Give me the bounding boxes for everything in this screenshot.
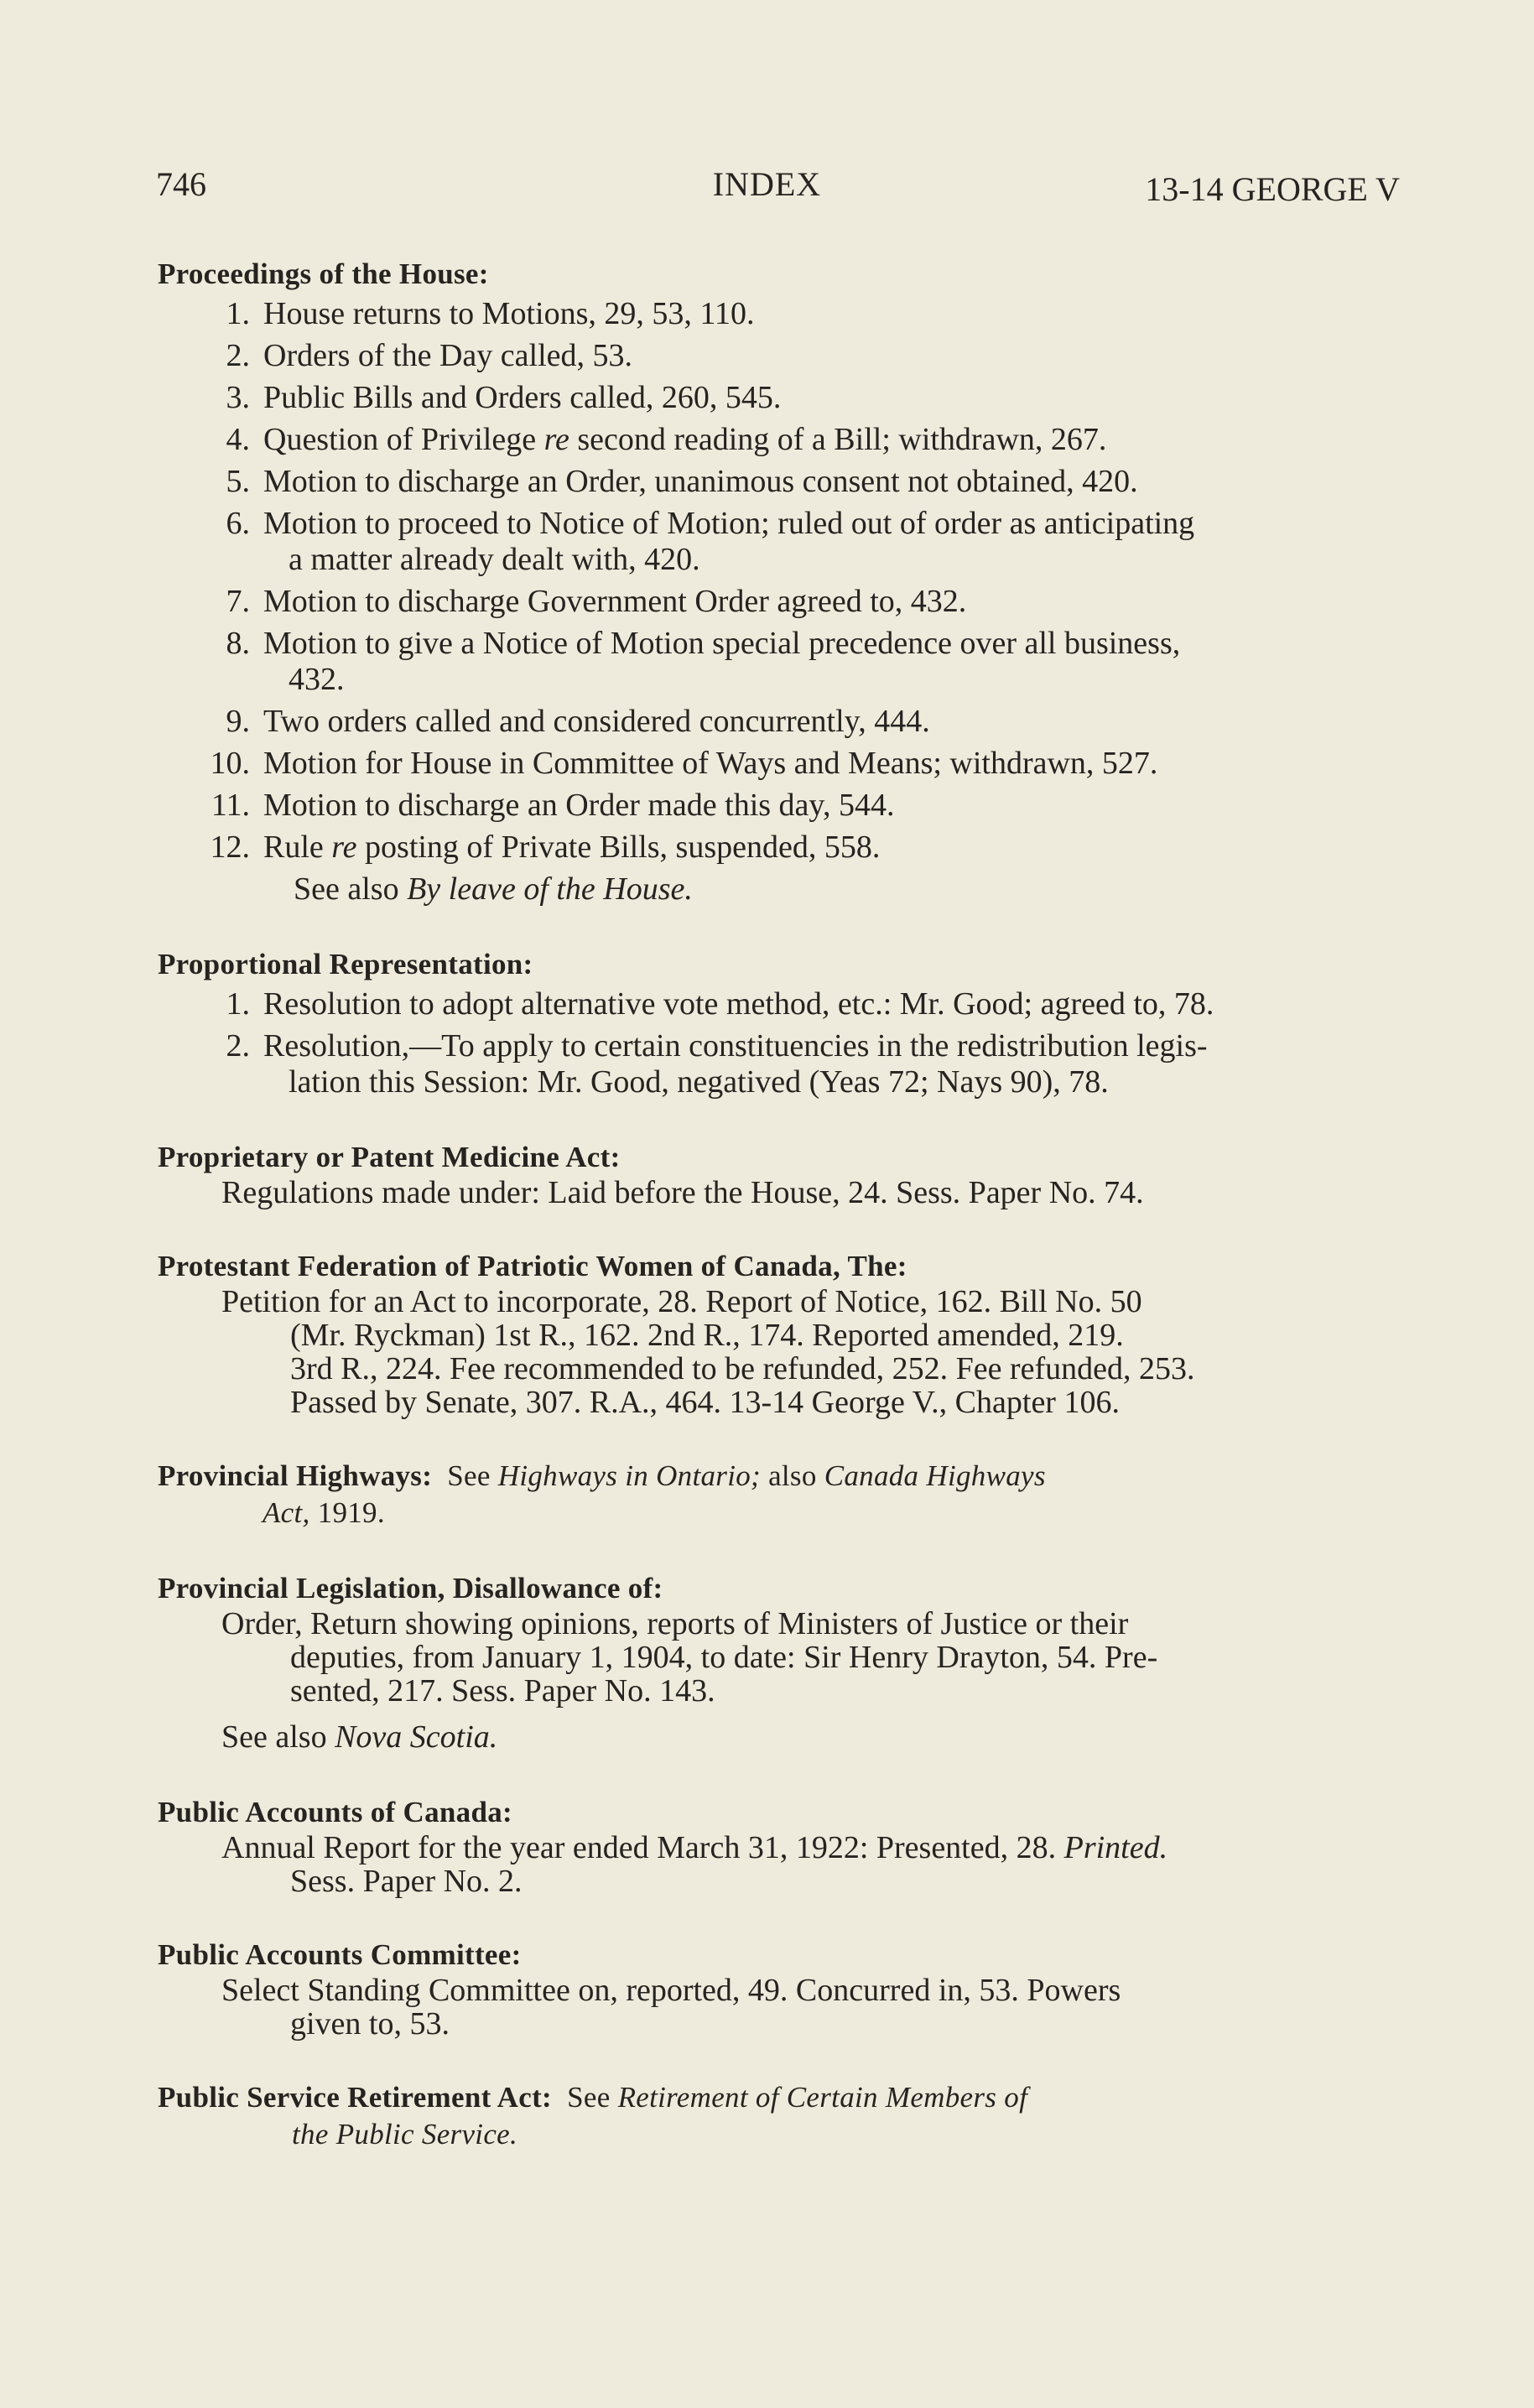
item-line-continued: lation this Session: Mr. Good, negatived (Yeas 72; Nays 90), 78. — [289, 1064, 1109, 1100]
entry-line: Annual Report for the year ended March 31, 1922: Presented, 28. — [221, 1830, 1057, 1865]
list-item — [158, 788, 1391, 824]
entry-heading: Public Accounts of Canada: — [158, 1796, 512, 1828]
item-text — [263, 506, 1391, 578]
entry-list — [158, 296, 1391, 866]
see-reference: Highways in Ontario; — [497, 1459, 762, 1492]
see-also — [158, 1719, 1391, 1755]
entry-line-continued — [158, 1495, 1391, 1532]
entry-line-continued — [158, 2116, 1391, 2153]
item-number: 11. — [211, 788, 250, 823]
item-number: 10. — [210, 746, 250, 781]
reign-label: 13-14 GEORGE V — [1145, 170, 1400, 208]
entry-protestant-federation — [158, 1248, 1391, 1419]
item-text — [263, 1028, 1391, 1100]
entry-line-continued: given to, 53. — [290, 2006, 450, 2041]
entry-heading: Provincial Legislation, Disallowance of: — [158, 1572, 663, 1604]
item-text: Two orders called and considered concurrently, 444. — [263, 704, 930, 739]
item-number: 7. — [226, 584, 250, 619]
entry-heading: Proprietary or Patent Medicine Act: — [158, 1141, 621, 1173]
entry-line: Petition for an Act to incorporate, 28. Report of Notice, 162. Bill No. 50 — [221, 1284, 1142, 1319]
entry-heading — [158, 2079, 1391, 2153]
see-prefix: See — [567, 2081, 618, 2114]
entry-heading: Proceedings of the House: — [158, 257, 489, 290]
item-text: Motion to discharge an Order made this day, 544. — [263, 788, 895, 823]
entry-line-continued: Sess. Paper No. 2. — [290, 1864, 523, 1899]
item-number: 6. — [226, 506, 250, 541]
see-also — [158, 871, 1391, 908]
item-line: Resolution,—To apply to certain constituencies in the redistribution legis- — [263, 1028, 1208, 1064]
entry-public-accounts — [158, 1794, 1391, 1898]
list-item — [158, 626, 1391, 698]
entry-proportional-representation — [158, 946, 1391, 1100]
entry-line-continued: sented, 217. Sess. Paper No. 143. — [290, 1673, 715, 1708]
entry-line-continued: (Mr. Ryckman) 1st R., 162. 2nd R., 174. Reported amended, 219. — [290, 1318, 1124, 1353]
entry-proceedings — [158, 256, 1391, 908]
entry-text — [158, 1285, 1391, 1419]
list-item — [158, 704, 1391, 740]
item-text: Motion to discharge Government Order agreed to, 432. — [263, 584, 967, 619]
list-item — [158, 464, 1391, 500]
entry-provincial-legislation — [158, 1570, 1391, 1755]
item-text: Orders of the Day called, 53. — [263, 338, 633, 373]
page-title: INDEX — [712, 165, 822, 203]
list-item — [158, 506, 1391, 578]
list-item — [158, 830, 1391, 866]
item-number: 8. — [226, 626, 250, 661]
item-number: 3. — [226, 380, 250, 415]
entry-line-continued: deputies, from January 1, 1904, to date: Sir Henry Drayton, 54. Pre- — [290, 1640, 1158, 1675]
item-line: Motion to proceed to Notice of Motion; ruled out of order as anticipating — [263, 506, 1195, 541]
entry-text — [158, 1607, 1391, 1708]
list-item — [158, 422, 1391, 458]
item-text-italic: re — [543, 422, 569, 457]
see-also-reference: By leave of the House. — [407, 871, 693, 907]
item-text-italic: re — [331, 830, 357, 865]
index-content — [158, 256, 1391, 2192]
entry-text — [158, 1974, 1391, 2041]
entry-heading: Public Accounts Committee: — [158, 1938, 522, 1971]
item-number: 12. — [210, 830, 250, 865]
item-text-start: Rule — [263, 830, 332, 865]
entry-list — [158, 986, 1391, 1100]
see-reference: the Public Service. — [292, 2118, 518, 2151]
see-also-prefix: See also — [294, 871, 408, 907]
entry-proprietary-medicine — [158, 1139, 1391, 1209]
entry-heading: Protestant Federation of Patriotic Women of Canada, The: — [158, 1250, 907, 1282]
item-number: 2. — [226, 1028, 250, 1064]
list-item — [158, 338, 1391, 374]
item-text — [263, 830, 1391, 866]
entry-provincial-highways — [158, 1458, 1391, 1532]
item-number: 5. — [226, 464, 250, 499]
entry-text: Regulations made under: Laid before the House, 24. Sess. Paper No. 74. — [221, 1175, 1144, 1210]
item-line-continued: 432. — [289, 662, 345, 697]
item-number: 9. — [226, 704, 250, 739]
item-text-end: posting of Private Bills, suspended, 558. — [356, 830, 881, 865]
item-number: 4. — [226, 422, 250, 457]
item-number: 1. — [226, 986, 250, 1022]
entry-heading-label: Public Service Retirement Act: — [158, 2081, 552, 2114]
entry-heading-label: Provincial Highways: — [158, 1459, 433, 1492]
item-text: House returns to Motions, 29, 53, 110. — [263, 296, 755, 331]
list-item — [158, 296, 1391, 332]
item-text — [263, 626, 1391, 698]
see-also-reference: Nova Scotia. — [335, 1719, 498, 1755]
see-also-prefix: See also — [221, 1719, 335, 1755]
entry-text — [158, 1831, 1391, 1898]
item-text — [263, 422, 1391, 458]
see-reference: Act, — [263, 1496, 310, 1529]
item-text: Motion for House in Committee of Ways and Means; withdrawn, 527. — [263, 746, 1158, 781]
list-item — [158, 986, 1391, 1022]
entry-line: Select Standing Committee on, reported, 49. Concurred in, 53. Powers — [221, 1973, 1121, 2008]
entry-heading — [158, 1458, 1391, 1532]
item-line-continued: a matter already dealt with, 420. — [289, 542, 700, 577]
item-text-start: Question of Privilege — [263, 422, 544, 457]
item-text: Motion to discharge an Order, unanimous consent not obtained, 420. — [263, 464, 1138, 499]
page-header — [0, 164, 1534, 215]
item-text-end: second reading of a Bill; withdrawn, 267. — [569, 422, 1107, 457]
item-text: Resolution to adopt alternative vote method, etc.: Mr. Good; agreed to, 78. — [263, 986, 1214, 1022]
list-item — [158, 584, 1391, 620]
item-line: Motion to give a Notice of Motion special precedence over all business, — [263, 626, 1181, 661]
page-number: 746 — [156, 165, 206, 203]
see-also-word: also — [761, 1459, 824, 1492]
entry-line-continued: 3rd R., 224. Fee recommended to be refunded, 252. Fee refunded, 253. — [290, 1351, 1195, 1386]
see-reference: Retirement of Certain Members of — [617, 2081, 1028, 2114]
item-number: 1. — [226, 296, 250, 331]
list-item — [158, 746, 1391, 782]
see-reference: Canada Highways — [824, 1459, 1046, 1492]
entry-public-accounts-committee — [158, 1937, 1391, 2041]
reference-year: 1919. — [309, 1496, 385, 1529]
entry-line-continued: Passed by Senate, 307. R.A., 464. 13-14 George V., Chapter 106. — [290, 1385, 1120, 1420]
item-number: 2. — [226, 338, 250, 373]
item-text: Public Bills and Orders called, 260, 545. — [263, 380, 782, 415]
entry-public-service-retirement — [158, 2079, 1391, 2153]
list-item — [158, 380, 1391, 416]
see-prefix: See — [447, 1459, 498, 1492]
entry-heading: Proportional Representation: — [158, 948, 533, 980]
entry-line: Order, Return showing opinions, reports of Ministers of Justice or their — [221, 1606, 1129, 1641]
printed-note: Printed. — [1063, 1830, 1168, 1865]
list-item — [158, 1028, 1391, 1100]
